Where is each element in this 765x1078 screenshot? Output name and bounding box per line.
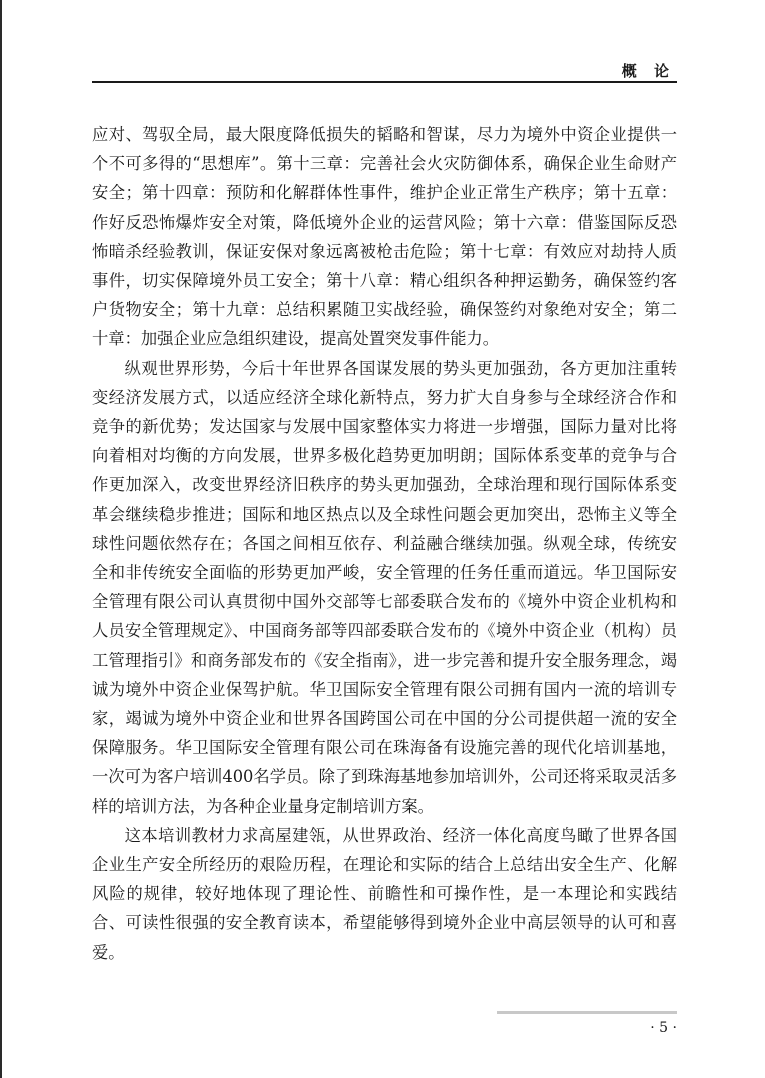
paragraph-1: 应对、驾驭全局，最大限度降低损失的韬略和智谋，尽力为境外中资企业提供一个不可多得的“思想库”。第十三章：完善社会火灾防御体系，确保企业生命财产安全；第十四章：预防和化解群体性事件，维护企业正常生产秩序；第十五章：作好反恐怖爆炸安全对策，降低境外企业的运营风险；第十六章：借鉴国际反恐怖暗杀经验教训，保证安保对象远离被枪击危险；第十七章：有效应对劫持人质事件，切实保障境外员工安全；第十八章：精心组织各种押运勤务，确保签约客户货物安全；第十九章：总结积累随卫实战经验，确保签约对象绝对安全；第二十章：加强企业应急组织建设，提高处置突发事件能力。 <box>92 125 677 349</box>
body-text <box>92 120 677 967</box>
chapter-title: 概 论 <box>621 62 675 80</box>
running-header <box>92 58 677 80</box>
header-rule <box>92 81 677 83</box>
page-edge-rule <box>0 0 2 1078</box>
paragraph-2: 纵观世界形势，今后十年世界各国谋发展的势头更加强劲，各方更加注重转变经济发展方式，以适应经济全球化新特点，努力扩大自身参与全球经济合作和竞争的新优势；发达国家与发展中国家整体实力将进一步增强，国际力量对比将向着相对均衡的方向发展，世界多极化趋势更加明朗；国际体系变革的竞争与合作更加深入，改变世界经济旧秩序的势头更加强劲，全球治理和现行国际体系变革会继续稳步推进；国际和地区热点以及全球性问题会更加突出，恐怖主义等全球性问题依然存在；各国之间相互依存、利益融合继续加强。纵观全球，传统安全和非传统安全面临的形势更加严峻，安全管理的任务任重而道远。华卫国际安全管理有限公司认真贯彻中国外交部等七部委联合发布的《境外中资企业机构和人员安全管理规定》、中国商务部等四部委联合发布的《境外中资企业（机构）员工管理指引》和商务部发布的《安全指南》，进一步完善和提升安全服务理念，竭诚为境外中资企业保驾护航。华卫国际安全管理有限公司拥有国内一流的培训专家，竭诚为境外中资企业和世界各国跨国公司在中国的分公司提供超一流的安全保障服务。华卫国际安全管理有限公司在珠海备有设施完善的现代化培训基地，一次可为客户培训400名学员。除了到珠海基地参加培训外，公司还将采取灵活多样的培训方法，为各种企业量身定制培训方案。 <box>92 358 677 816</box>
paragraph-3: 这本培训教材力求高屋建瓴，从世界政治、经济一体化高度鸟瞰了世界各国企业生产安全所经历的艰险历程，在理论和实际的结合上总结出安全生产、化解风险的规律，较好地体现了理论性、前瞻性和可操作性，是一本理论和实践结合、可读性很强的安全教育读本，希望能够得到境外企业中高层领导的认可和喜爱。 <box>92 825 677 962</box>
footer-rule <box>497 1011 677 1014</box>
page-number: · 5 · <box>650 1020 677 1036</box>
